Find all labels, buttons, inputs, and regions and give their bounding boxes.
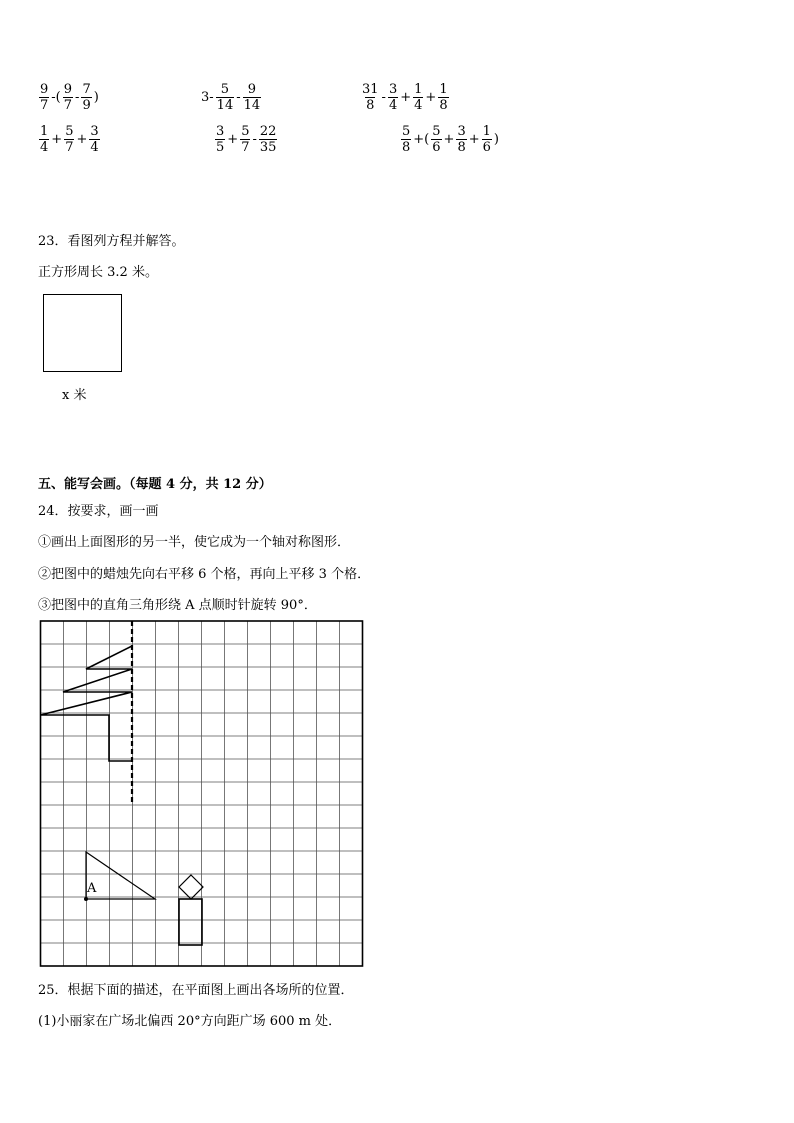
fraction-numerator: 3 [388,81,398,97]
question-23-text: 正方形周长 3.2 米。 [38,265,158,280]
operator: + [425,89,437,105]
section-5-heading: 五、能写会画。（每题 4 分，共 12 分） [38,477,272,492]
fraction-denominator: 4 [414,97,423,113]
point-a-label: A [87,881,97,896]
fraction [39,82,49,113]
expression-2 [200,77,262,117]
fraction-denominator: 4 [388,97,398,113]
question-24-item-3: ③把图中的直角三角形绕 A 点顺时针旋转 90°． [38,598,317,613]
expression-5 [214,119,278,159]
fraction [243,82,262,113]
fraction-numerator: 1 [482,123,491,139]
fraction-numerator: 3 [216,123,225,139]
candle-body [179,899,202,945]
operator: ) [93,89,99,105]
drawing-grid [38,618,366,968]
fraction [216,82,235,113]
fraction-numerator: 31 [362,81,379,97]
fraction-denominator: 6 [432,139,441,155]
fraction-denominator: 14 [243,97,261,113]
fraction [215,124,225,155]
fraction-denominator: 7 [65,139,74,155]
fraction [456,124,466,155]
fraction [401,124,411,155]
expression-4 [38,119,101,159]
fraction-denominator: 8 [439,97,448,113]
fraction-denominator: 4 [40,139,49,155]
fraction-denominator: 7 [241,139,250,155]
fraction-numerator: 5 [402,123,411,139]
fraction-numerator: 9 [40,81,49,97]
fraction [64,124,74,155]
operator: - [236,89,241,105]
operator: - [75,89,80,105]
expression-6 [400,119,500,159]
fraction [413,82,423,113]
fraction-numerator: 5 [65,123,74,139]
operator: + [227,131,239,147]
fraction [259,124,278,155]
fraction-denominator: 7 [40,97,49,113]
operator: - [381,89,386,105]
fraction [482,124,492,155]
operator: + [51,131,63,147]
question-25-title: 25．根据下面的描述，在平面图上画出各场所的位置． [38,983,354,998]
question-24-item-1: ①画出上面图形的另一半，使它成为一个轴对称图形． [38,535,351,550]
operator: 3- [201,89,214,105]
fraction-numerator: 5 [241,123,250,139]
operator: + [443,131,455,147]
fraction-numerator: 3 [90,123,99,139]
question-24-item-2: ②把图中的蜡烛先向右平移 6 个格，再向上平移 3 个格． [38,567,371,582]
operator: + [468,131,480,147]
fraction-denominator: 8 [366,97,375,113]
operator: -( [51,89,61,105]
fraction-numerator: 9 [63,81,73,97]
question-24-title: 24．按要求，画一画 [38,504,159,519]
expression-3 [360,77,450,117]
fraction-numerator: 3 [457,123,466,139]
fraction-numerator: 9 [247,81,257,97]
operator: + [76,131,88,147]
fraction-numerator: 5 [220,81,230,97]
fraction [431,124,441,155]
fraction-numerator: 22 [259,123,277,139]
fraction [240,124,250,155]
fraction-denominator: 4 [90,139,99,155]
question-23-title: 23．看图列方程并解答。 [38,234,185,249]
fraction-denominator: 35 [259,139,277,155]
fraction [63,82,73,113]
operator: ) [493,131,499,147]
square-side-label: x 米 [62,388,87,403]
fraction-numerator: 1 [439,81,448,97]
fraction-numerator: 1 [40,123,49,139]
fraction-numerator: 1 [414,81,423,97]
fraction [361,82,380,113]
operator: + [400,89,412,105]
fraction-denominator: 6 [482,139,491,155]
square-figure [43,294,122,372]
fraction-denominator: 7 [63,97,73,113]
fraction-numerator: 7 [82,81,91,97]
fraction-numerator: 5 [432,123,441,139]
fraction-denominator: 5 [216,139,225,155]
fraction [388,82,398,113]
fraction [81,82,91,113]
fraction-denominator: 9 [82,97,91,113]
fraction-denominator: 8 [402,139,411,155]
fraction [438,82,448,113]
point-a-dot [84,897,88,901]
operator: +( [413,131,430,147]
fraction-denominator: 14 [216,97,234,113]
fraction [39,124,49,155]
operator: - [252,131,257,147]
fraction-denominator: 8 [457,139,466,155]
fraction [89,124,99,155]
candle-flame [179,875,203,899]
expression-1 [38,77,100,117]
question-25-item-1: (1)小丽家在广场北偏西 20°方向距广场 600 m 处． [38,1014,342,1029]
